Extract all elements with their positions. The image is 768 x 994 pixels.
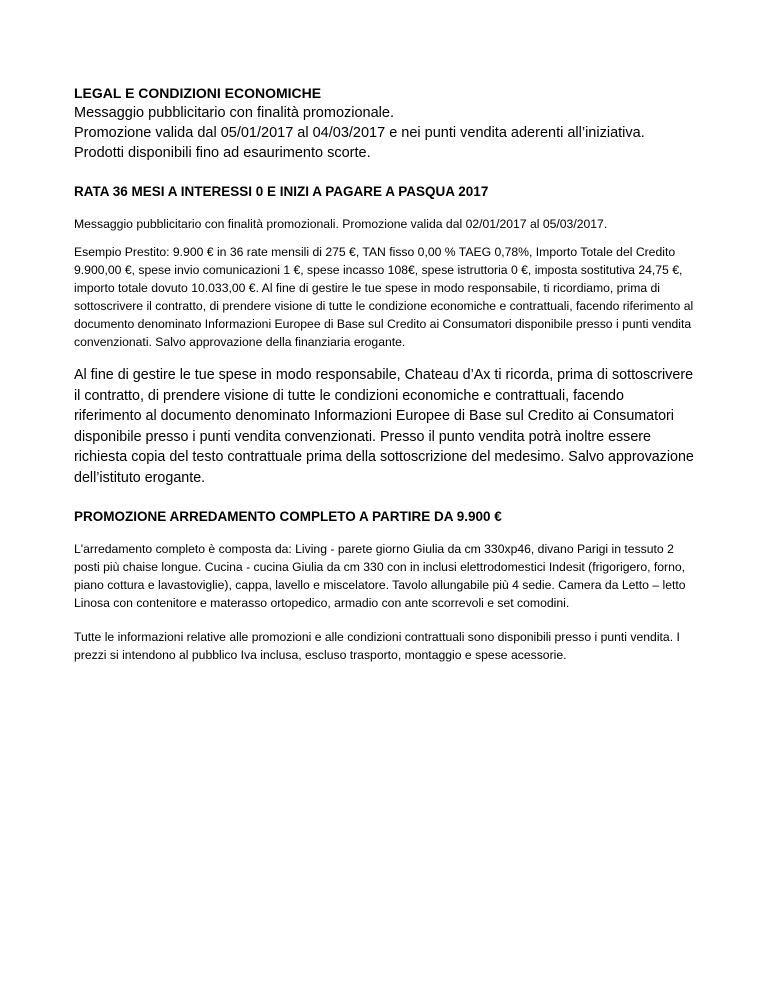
legal-line-3: Prodotti disponibili fino ad esaurimento scorte. <box>74 145 371 161</box>
heading-rata: RATA 36 MESI A INTERESSI 0 E INIZI A PAGARE A PASQUA 2017 <box>74 184 489 199</box>
arredamento-paragraph: L'arredamento completo è composta da: Living - parete giorno Giulia da cm 330xp46, divano Parigi in tessuto 2 posti più chaise longue. Cucina - cucina Giulia da cm 330 con in inclusi elettrodomestici Indesit (frigorigero, forno, piano cottura e lavastoviglie), cappa, lavello e miscelatore. Tavolo allungabile più 4 sedie. Camera da Letto – letto Linosa con contenitore e materasso ortopedico, armadio con ante scorrevoli e set comodini. <box>74 542 686 610</box>
heading-legal: LEGAL E CONDIZIONI ECONOMICHE <box>74 85 322 101</box>
rata-example: Esempio Prestito: 9.900 € in 36 rate mensili di 275 €, TAN fisso 0,00 % TAEG 0,78%, Importo Totale del Credito 9.900,00 €, spese invio comunicazioni 1 €, spese incasso 108€, spese istruttoria 0 €, imposta sostitutiva 24,75 €, importo totale dovuto 10.033,00 €. Al fine di gestire le tue spese in modo responsabile, ti ricordiamo, prima di sottoscrivere il contratto, di prendere visione di tutte le condizione economiche e contrattuali, facendo riferimento al documento denominato Informazioni Europee di Base sul Credito ai Consumatori disponibile presso i punti vendita convenzionati. Salvo approvazione della finanziaria erogante. <box>74 245 694 349</box>
heading-arredamento: PROMOZIONE ARREDAMENTO COMPLETO A PARTIRE DA 9.900 € <box>74 509 502 524</box>
document-page <box>74 83 694 664</box>
chateau-paragraph: Al fine di gestire le tue spese in modo responsabile, Chateau d’Ax ti ricorda, prima di sottoscrivere il contratto, di prendere visione di tutte le condizioni economiche e contrattuali, facendo riferimento al documento denominato Informazioni Europee di Base sul Credito ai Consumatori disponibile presso i punti vendita convenzionati. Presso il punto vendita potrà inoltre essere richiesta copia del testo contrattuale prima della sottoscrizione del medesimo. Salvo approvazione dell’istituto erogante. <box>74 367 694 486</box>
legal-line-1: Messaggio pubblicitario con finalità promozionale. <box>74 105 394 121</box>
closing-paragraph: Tutte le informazioni relative alle promozioni e alle condizioni contrattuali sono disponibili presso i punti vendita. I prezzi si intendono al pubblico Iva inclusa, escluso trasporto, montaggio e spese acessorie. <box>74 630 680 662</box>
rata-intro: Messaggio pubblicitario con finalità promozionali. Promozione valida dal 02/01/2017 al 05/03/2017. <box>74 217 608 231</box>
legal-line-2: Promozione valida dal 05/01/2017 al 04/03/2017 e nei punti vendita aderenti all’iniziativa. <box>74 125 645 141</box>
